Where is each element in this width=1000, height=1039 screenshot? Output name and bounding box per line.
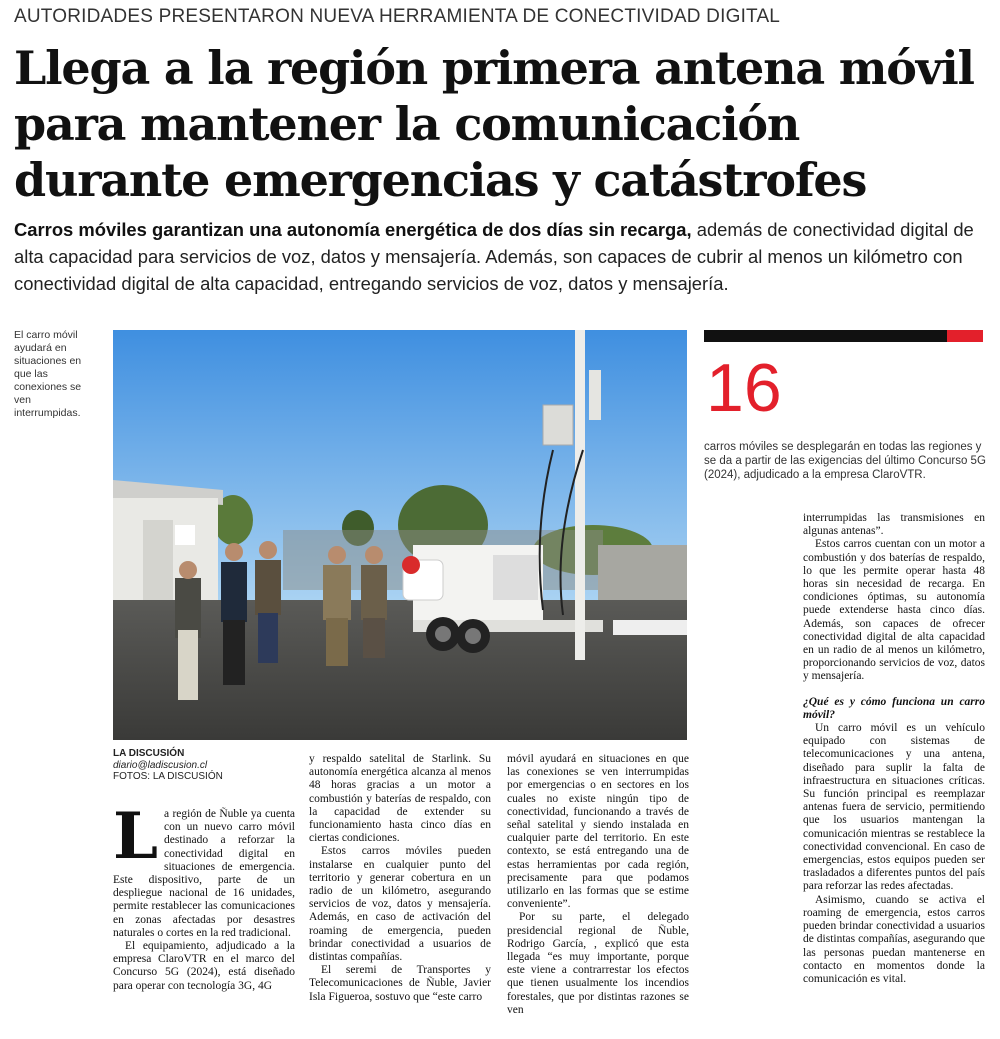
- stat-text: carros móviles se desplegarán en todas las regiones y se da a partir de las exigencias del último Concurso 5G (2024), adjudicado a la empresa ClaroVTR.: [704, 441, 986, 481]
- subhead: ¿Qué es y cómo funciona un carro móvil?: [803, 695, 985, 721]
- paragraph: a región de Ñuble ya cuenta con un nuevo carro móvil destinado a reforzar la conectividad digital en situaciones de emergencia. Este dispositivo, parte de un despliegue nacional de 16 unidades, permite restablecer las comunicaciones en zonas afectadas por desastres naturales o cortes en la red tradicional.: [113, 808, 295, 939]
- paragraph: y respaldo satelital de Starlink. Su autonomía energética alcanza al menos 48 horas gracias a un motor a combustión y baterías de respaldo, con la capacidad de extender su funcionamiento hasta cinco días en ciertas condiciones.: [309, 753, 491, 845]
- dek-rest: además de conectividad digital de alta capacidad para servicios de voz, datos y mensajería. Además, son capaces de cubrir al menos un kilómetro con conectividad digital de alta capacidad, entregando servicios de voz, datos y mensajería.: [14, 219, 974, 294]
- photo-illustration: [113, 330, 687, 740]
- stat-number: 16: [706, 350, 782, 426]
- credit-email: diario@ladiscusion.cl: [113, 759, 208, 771]
- news-photo: [113, 330, 687, 740]
- paragraph: Asimismo, cuando se activa el roaming de emergencia, estos carros pueden brindar conectividad a usuarios de distintas compañías, asegurando que las personas puedan mantenerse en contacto en momentos donde la comunicación es vital.: [803, 893, 985, 985]
- dek-bold: Carros móviles garantizan una autonomía energética de dos días sin recarga,: [14, 219, 692, 240]
- paragraph: El equipamiento, adjudicado a la empresa ClaroVTR en el marco del Concurso 5G (2024), está diseñado para operar con tecnología 3G, 4G: [113, 940, 295, 992]
- kicker: AUTORIDADES PRESENTARON NUEVA HERRAMIENTA DE CONECTIVIDAD DIGITAL: [14, 6, 781, 27]
- paragraph: El seremi de Transportes y Telecomunicaciones de Ñuble, Javier Isla Figueroa, sostuvo que “este carro: [309, 964, 491, 1003]
- paragraph: móvil ayudará en situaciones en que las conexiones se ven interrumpidas por emergencias o en sectores en los cuales no existe ningún tipo de conectividad, funcionando a través de señal satelital y siendo instalada en cualquier parte del territorio. En este contexto, se está entregando una de estas herramientas por cada región, precisamente para que podamos utilizarlo en las formas que se estime conveniente”.: [507, 753, 689, 911]
- photo-credit: [113, 748, 223, 783]
- paragraph: Un carro móvil es un vehículo equipado con sistemas de telecomunicaciones y una antena, diseñado para suplir la falta de infraestructura en situaciones críticas. Su función principal es reemplazar antenas fuera de servicio, permitiendo que los usuarios mantengan la comunicación mientras se restablece la conectividad convencional. En caso de emergencias, estos equipos pueden ser trasladados a diferentes puntos del país para reforzar las redes afectadas.: [803, 722, 985, 893]
- body-column-3: [507, 753, 689, 1017]
- dek: [14, 216, 989, 297]
- drop-cap: L: [113, 799, 158, 874]
- body-column-1: [113, 799, 295, 993]
- body-column-2: [309, 753, 491, 1004]
- stat-rule-accent: [947, 330, 983, 342]
- paragraph: Estos carros móviles pueden instalarse en cualquier punto del territorio y generar cobertura en un radio de un kilómetro, asegurando servicios de voz, datos y mensajería. Además, en caso de activación del roaming de emergencia, pueden brindar conectividad a usuarios de distintas compañías.: [309, 845, 491, 964]
- paragraph: Estos carros cuentan con un motor a combustión y dos baterías de respaldo, lo que les permite operar hasta 48 horas sin necesidad de recarga. En condiciones óptimas, su autonomía puede extenderse hasta cinco días. Además, son capaces de ofrecer conectividad digital de alta capacidad en un radio de al menos un kilómetro, proporcionando servicios de voz, datos y mensajería.: [803, 538, 985, 683]
- credit-photos: FOTOS: LA DISCUSIÓN: [113, 771, 223, 782]
- paragraph: Por su parte, el delegado presidencial regional de Ñuble, Rodrigo García, , explicó que esta llegada “es muy importante, porque este viene a contrarrestar los efectos que tienen usualmente los incendios forestales, que por distintas razones se ven: [507, 911, 689, 1016]
- photo-caption: El carro móvil ayudará en situaciones en que las conexiones se ven interrumpidas.: [14, 329, 82, 419]
- credit-publication: LA DISCUSIÓN: [113, 748, 185, 759]
- paragraph: interrumpidas las transmisiones en algunas antenas”.: [803, 512, 985, 538]
- body-column-4: [803, 512, 985, 986]
- headline: Llega a la región primera antena móvil para mantener la comunicación durante emergencias y catástrofes: [14, 41, 974, 207]
- stat-rule: [704, 330, 983, 342]
